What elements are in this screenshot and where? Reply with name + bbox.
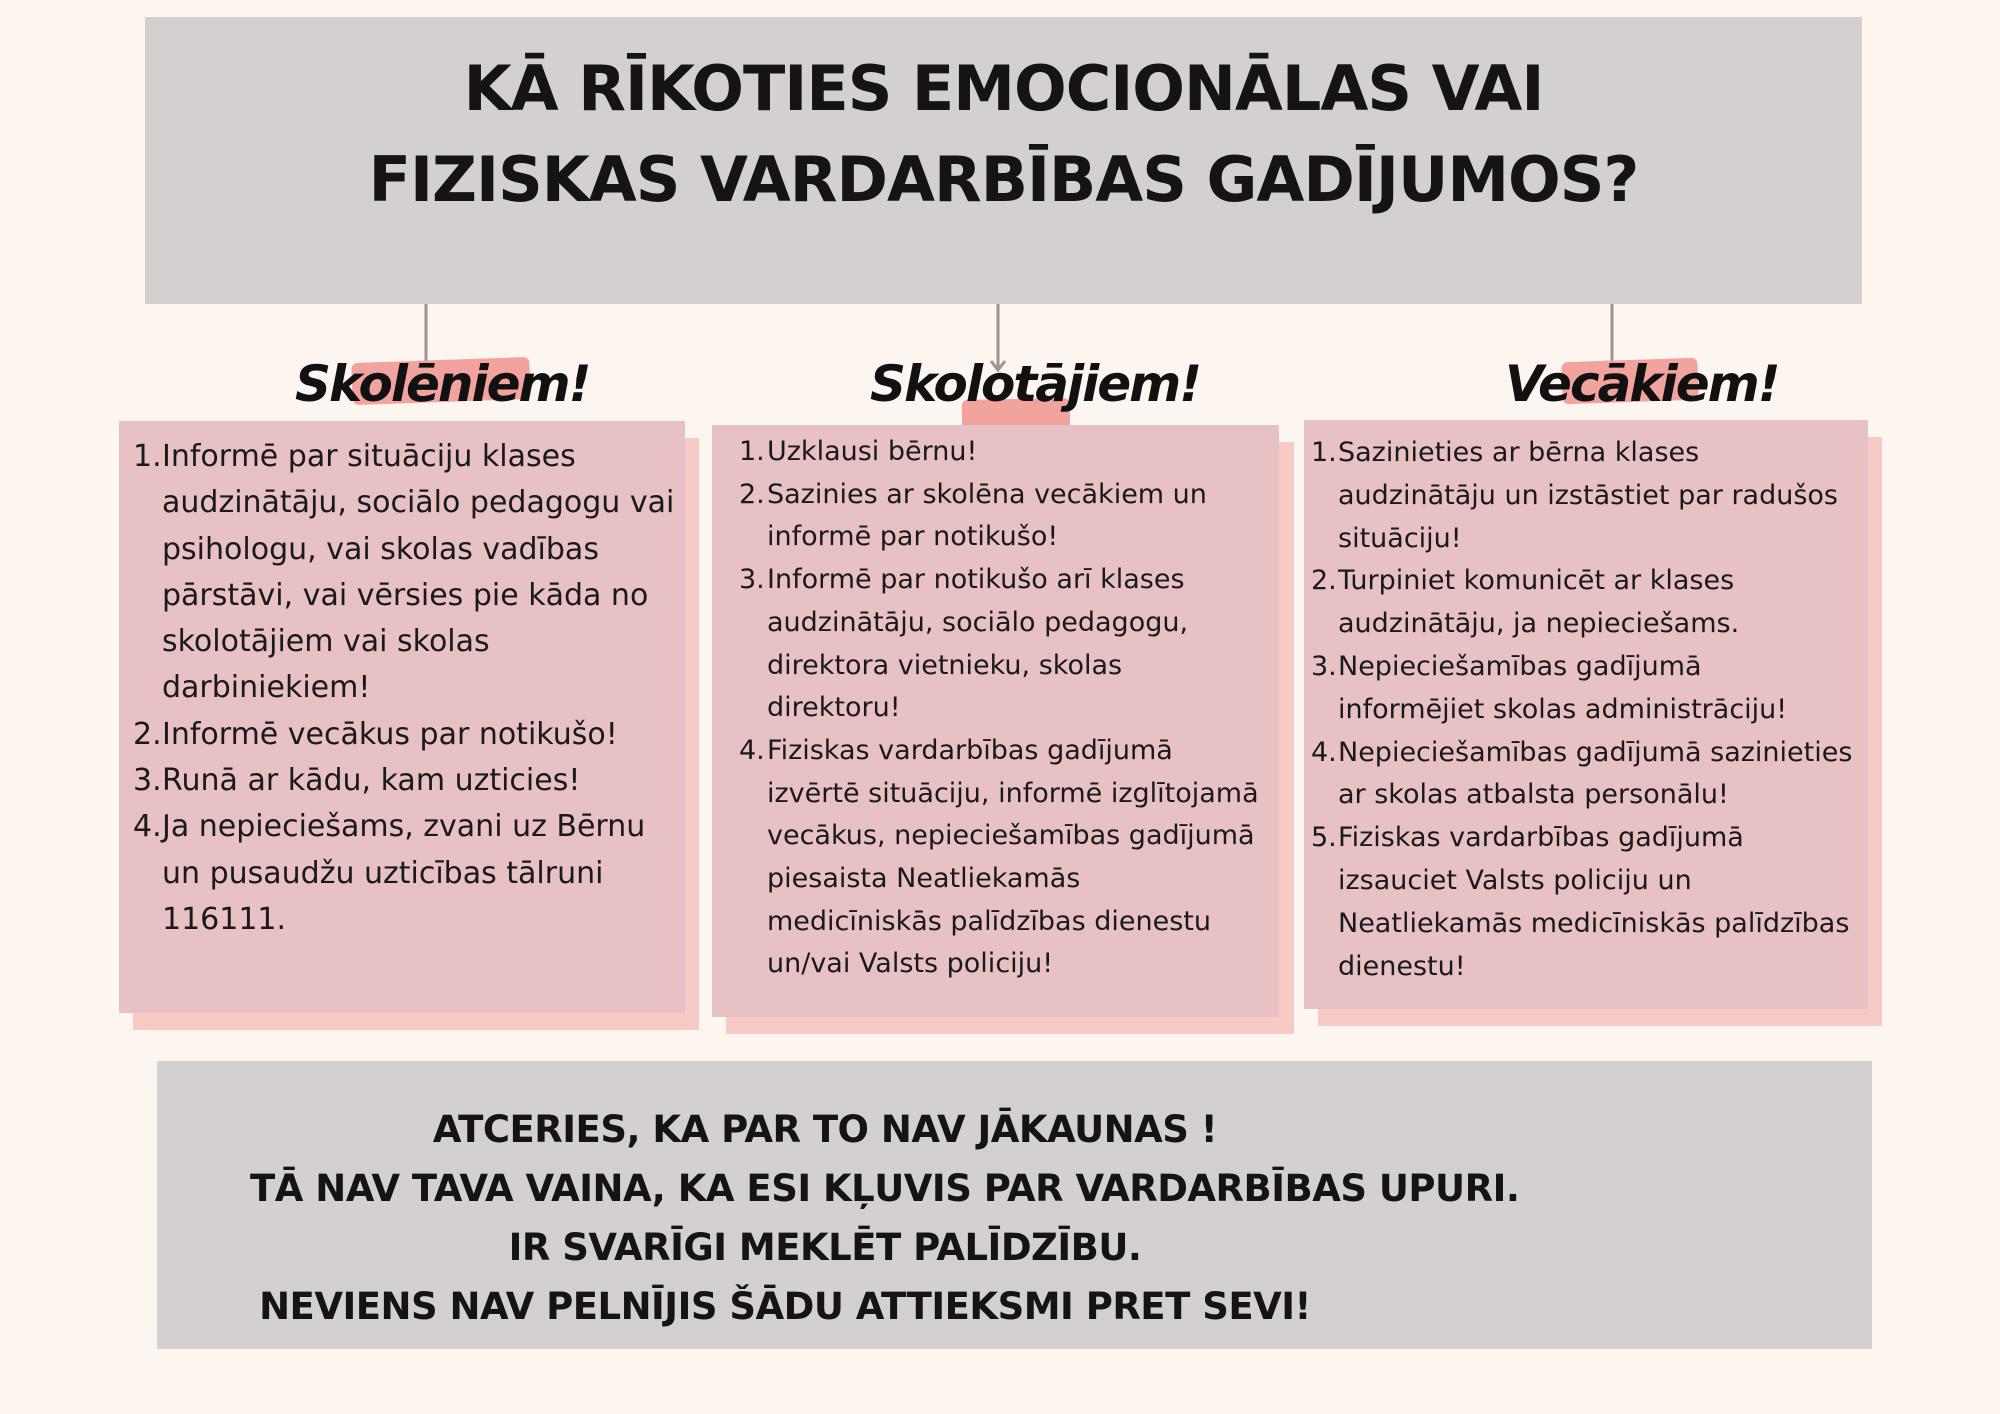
list-students — [133, 434, 688, 943]
list-item-number: 4. — [739, 734, 765, 766]
list-item-number: 3. — [739, 564, 765, 596]
list-item-number: 1. — [1311, 437, 1337, 468]
list-item-number: 2. — [133, 716, 162, 752]
list-item-number: 5. — [1311, 822, 1337, 854]
list-item — [133, 758, 688, 804]
list-item-number: 3. — [1311, 650, 1337, 682]
list-parents — [1311, 432, 1856, 988]
heading-students: Skolēniem! — [295, 355, 590, 413]
list-item-number: 1. — [739, 436, 765, 467]
reminder-line-2: TĀ NAV TAVA VAINA, KA ESI KĻUVIS PAR VARDARBĪBAS UPURI. — [250, 1167, 1520, 1210]
list-item-text: Fiziskas vardarbības gadījumā izvērtē situāciju, informē izglītojamā vecākus, nepieciešamības gadījumā piesaista Neatliekamās medicīniskās palīdzības dienestu un/vai Valsts policiju! — [767, 734, 1259, 980]
list-item — [1311, 817, 1856, 988]
list-item — [1311, 432, 1856, 560]
list-item-number: 1. — [133, 439, 162, 474]
list-item — [739, 559, 1259, 730]
list-teachers — [739, 431, 1259, 986]
list-item-text: Nepieciešamības gadījumā sazinieties ar skolas atbalsta personālu! — [1338, 736, 1853, 811]
list-item-text: Informē vecākus par notikušo! — [162, 716, 618, 752]
list-item-text: Turpiniet komunicēt ar klases audzinātāju, ja nepieciešams. — [1338, 565, 1740, 640]
list-item — [1311, 646, 1856, 732]
list-item — [1311, 732, 1856, 818]
heading-teachers: Skolotājiem! — [870, 355, 1201, 413]
list-item-number: 4. — [1311, 736, 1337, 768]
list-item-text: Informē par situāciju klases audzinātāju, sociālo pedagogu vai psihologu, vai skolas vadības pārstāvi, vai vērsies pie kāda no skolotājiem vai skolas darbiniekiem! — [162, 439, 675, 706]
list-item — [739, 474, 1259, 559]
title-line-1: KĀ RĪKOTIES EMOCIONĀLAS VAI — [463, 52, 1544, 125]
list-item-number: 3. — [133, 763, 162, 799]
list-item — [739, 730, 1259, 986]
heading-parents: Vecākiem! — [1505, 355, 1779, 413]
list-item-text: Nepieciešamības gadījumā informējiet skolas administrāciju! — [1338, 650, 1788, 725]
list-item — [133, 804, 688, 943]
list-item-text: Runā ar kādu, kam uzticies! — [162, 763, 581, 799]
list-item-text: Informē par notikušo arī klases audzinātāju, sociālo pedagogu, direktora vietnieku, skolas direktoru! — [767, 564, 1189, 724]
title-line-2: FIZISKAS VARDARBĪBAS GADĪJUMOS? — [368, 143, 1639, 216]
list-item-number: 2. — [739, 478, 765, 510]
reminder-line-1: ATCERIES, KA PAR TO NAV JĀKAUNAS ! — [432, 1108, 1218, 1151]
list-item — [133, 712, 688, 758]
list-item-text: Ja nepieciešams, zvani uz Bērnu un pusaudžu uzticības tālruni 116111. — [162, 809, 646, 937]
list-item-text: Uzklausi bērnu! — [767, 436, 978, 467]
list-item — [739, 431, 1259, 474]
list-item — [1311, 560, 1856, 646]
title-box — [145, 17, 1862, 304]
list-item-number: 2. — [1311, 565, 1337, 597]
list-item-text: Sazinies ar skolēna vecākiem un informē par notikušo! — [767, 478, 1207, 553]
list-item — [133, 434, 688, 712]
list-item-number: 4. — [133, 809, 162, 845]
list-item-text: Fiziskas vardarbības gadījumā izsauciet Valsts policiju un Neatliekamās medicīniskās palīdzības dienestu! — [1338, 822, 1850, 982]
list-item-text: Sazinieties ar bērna klases audzinātāju un izstāstiet par radušos situāciju! — [1338, 437, 1838, 554]
reminder-line-4: NEVIENS NAV PELNĪJIS ŠĀDU ATTIEKSMI PRET SEVI! — [259, 1285, 1311, 1328]
reminder-line-3: IR SVARĪGI MEKLĒT PALĪDZĪBU. — [508, 1226, 1142, 1269]
